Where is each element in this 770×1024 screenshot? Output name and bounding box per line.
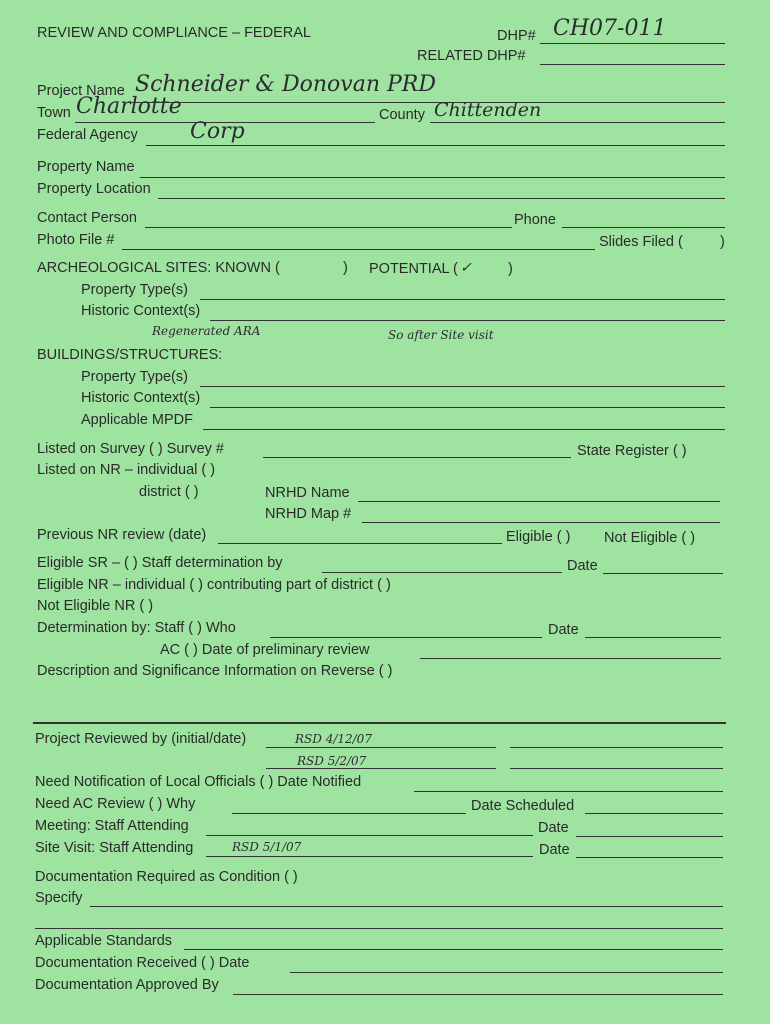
date-line-2	[585, 637, 721, 638]
applicable-standards-line	[184, 949, 723, 950]
site-visit-date-line	[576, 857, 723, 858]
meeting-staff-label: Meeting: Staff Attending	[35, 818, 189, 834]
notification-local-officials-label: Need Notification of Local Officials ( ) Date Notified	[35, 774, 362, 790]
potential-check-mark: ✓	[460, 260, 472, 276]
buildings-structures-label: BUILDINGS/STRUCTURES:	[37, 347, 223, 363]
documentation-approved-line	[233, 994, 723, 995]
project-name-label: Project Name	[37, 83, 125, 99]
known-close: )	[343, 260, 348, 276]
federal-agency-line	[146, 145, 725, 146]
dhp-value: CH07-011	[553, 16, 667, 41]
archeological-sites-label: ARCHEOLOGICAL SITES: KNOWN (	[37, 260, 280, 276]
potential-label: POTENTIAL (	[369, 261, 458, 277]
ac-label: AC ( ) Date of preliminary review	[160, 642, 370, 658]
bldg-property-types-label: Property Type(s)	[81, 369, 188, 385]
documentation-received-label: Documentation Received ( ) Date	[35, 955, 250, 971]
staff-determination-line	[322, 572, 562, 573]
form-title: REVIEW AND COMPLIANCE – FEDERAL	[37, 25, 311, 41]
county-line	[430, 122, 725, 123]
eligible-label: Eligible ( )	[506, 529, 571, 545]
project-name-value: Schneider & Donovan PRD	[135, 72, 436, 97]
reviewed-by-line-1	[266, 747, 496, 748]
arch-note-2: So after Site visit	[388, 328, 494, 342]
documentation-received-line	[290, 972, 723, 973]
date-label-2: Date	[548, 622, 579, 638]
slides-filed-close: )	[720, 234, 725, 250]
listed-on-survey-label: Listed on Survey ( ) Survey #	[37, 441, 224, 457]
previous-nr-review-line	[218, 543, 502, 544]
applicable-mpdf-line	[203, 429, 725, 430]
dhp-label: DHP#	[497, 28, 536, 44]
date-scheduled-line	[585, 813, 723, 814]
district-label: district ( )	[139, 484, 199, 500]
reviewed-by-entry-2: RSD 5/2/07	[297, 754, 367, 768]
reviewed-by-line-2b	[510, 768, 723, 769]
photo-file-line	[122, 249, 595, 250]
nrhd-map-line	[362, 522, 720, 523]
date-line-1	[603, 573, 723, 574]
listed-on-nr-label: Listed on NR – individual ( )	[37, 462, 216, 478]
site-visit-entry: RSD 5/1/07	[232, 840, 302, 854]
reviewed-by-line-2	[266, 768, 496, 769]
specify-line-2	[35, 928, 723, 929]
bldg-historic-context-line	[210, 407, 725, 408]
date-label-1: Date	[567, 558, 598, 574]
contact-person-line	[145, 227, 512, 228]
meeting-date-line	[576, 836, 723, 837]
property-location-label: Property Location	[37, 181, 151, 197]
federal-agency-label: Federal Agency	[37, 127, 138, 143]
potential-close: )	[508, 261, 513, 277]
date-notified-line	[414, 791, 723, 792]
arch-property-types-line	[200, 299, 725, 300]
arch-property-types-label: Property Type(s)	[81, 282, 188, 298]
related-dhp-label: RELATED DHP#	[417, 48, 526, 64]
reviewed-by-line-1b	[510, 747, 723, 748]
bldg-historic-context-label: Historic Context(s)	[81, 390, 201, 406]
nrhd-map-label: NRHD Map #	[265, 506, 352, 522]
property-name-line	[140, 177, 725, 178]
phone-label: Phone	[514, 212, 556, 228]
nrhd-name-label: NRHD Name	[265, 485, 350, 501]
eligible-sr-label: Eligible SR – ( ) Staff determination by	[37, 555, 283, 571]
survey-number-line	[263, 457, 571, 458]
why-line	[232, 813, 466, 814]
state-register-label: State Register ( )	[577, 443, 687, 459]
section-divider	[33, 722, 726, 724]
arch-note-1: Regenerated ARA	[152, 324, 261, 338]
eligible-nr-label: Eligible NR – individual ( ) contributing part of district ( )	[37, 577, 391, 593]
reviewed-by-entry-1: RSD 4/12/07	[295, 732, 372, 746]
documentation-approved-label: Documentation Approved By	[35, 977, 219, 993]
determination-by-label: Determination by: Staff ( ) Who	[37, 620, 236, 636]
dhp-line	[540, 43, 725, 44]
specify-line-1	[90, 906, 723, 907]
date-scheduled-label: Date Scheduled	[471, 798, 575, 814]
related-dhp-line	[540, 64, 725, 65]
project-name-line	[132, 102, 725, 103]
town-label: Town	[37, 105, 71, 121]
property-name-label: Property Name	[37, 159, 135, 175]
arch-historic-context-label: Historic Context(s)	[81, 303, 201, 319]
not-eligible-nr-label: Not Eligible NR ( )	[37, 598, 154, 614]
county-value: Chittenden	[434, 99, 542, 121]
meeting-date-label: Date	[538, 820, 569, 836]
bldg-property-types-line	[200, 386, 725, 387]
site-visit-staff-line	[206, 856, 533, 857]
site-visit-staff-label: Site Visit: Staff Attending	[35, 840, 194, 856]
previous-nr-review-label: Previous NR review (date)	[37, 527, 207, 543]
description-significance-label: Description and Significance Information on Reverse ( )	[37, 663, 393, 679]
documentation-required-label: Documentation Required as Condition ( )	[35, 869, 298, 885]
nrhd-name-line	[358, 501, 720, 502]
phone-line	[562, 227, 725, 228]
specify-label: Specify	[35, 890, 83, 906]
town-value: Charlotte	[76, 94, 182, 119]
applicable-mpdf-label: Applicable MPDF	[81, 412, 194, 428]
applicable-standards-label: Applicable Standards	[35, 933, 173, 949]
photo-file-label: Photo File #	[37, 232, 115, 248]
preliminary-review-line	[420, 658, 721, 659]
federal-agency-value: Corp	[190, 119, 245, 144]
meeting-staff-line	[206, 835, 533, 836]
contact-person-label: Contact Person	[37, 210, 137, 226]
slides-filed-label: Slides Filed (	[599, 234, 683, 250]
property-location-line	[158, 198, 725, 199]
ac-review-label: Need AC Review ( ) Why	[35, 796, 196, 812]
site-visit-date-label: Date	[539, 842, 570, 858]
project-reviewed-by-label: Project Reviewed by (initial/date)	[35, 731, 247, 747]
arch-historic-context-line	[210, 320, 725, 321]
who-line	[270, 637, 542, 638]
not-eligible-label: Not Eligible ( )	[604, 530, 696, 546]
county-label: County	[379, 107, 425, 123]
